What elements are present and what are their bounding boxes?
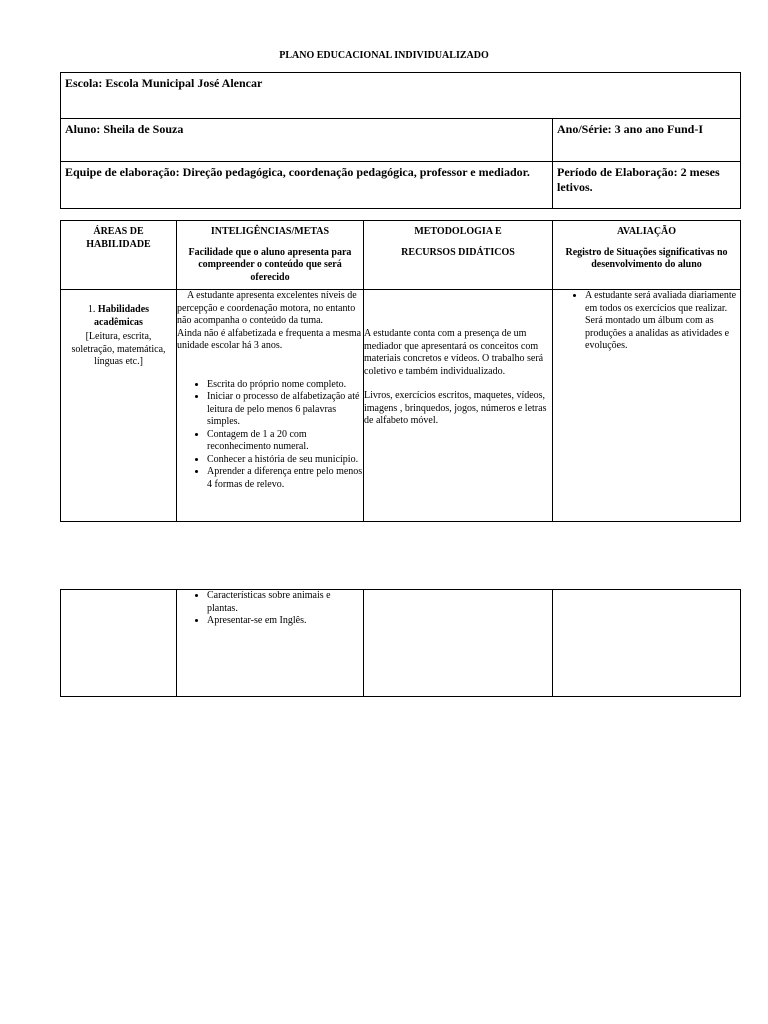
col-header-aval	[553, 221, 741, 290]
list-item: • Iniciar o processo de alfabetização até leitura de pelo menos 6 palavras simples.	[207, 391, 363, 429]
document-title: PLANO EDUCACIONAL INDIVIDUALIZADO	[279, 50, 489, 61]
area-cell	[61, 290, 177, 522]
list-item: • Escrita do próprio nome completo.	[207, 379, 363, 392]
list-item: • Aprender a diferença entre pelo menos 4 formas de relevo.	[207, 466, 363, 491]
school-cell: Escola: Escola Municipal José Alencar	[61, 73, 741, 119]
area-description: [Leitura, escrita, soletração, matemática, línguas etc.]	[71, 331, 166, 367]
goals-list-continued	[177, 590, 363, 628]
list-item: • Contagem de 1 a 20 com reconhecimento numeral.	[207, 429, 363, 454]
list-item: • Características sobre animais e plantas.	[207, 590, 363, 615]
list-item: • Conhecer a história de seu município.	[207, 454, 363, 467]
period-cell: Período de Elaboração: 2 meses letivos.	[553, 162, 741, 209]
evaluation-list	[553, 290, 740, 353]
team-cell: Equipe de elaboração: Direção pedagógica, coordenação pedagógica, professor e mediador.	[61, 162, 553, 209]
col-header-aval-sub: Registro de Situações significativas no desenvolvimento do aluno	[565, 246, 728, 270]
methodology-paragraph-1: A estudante conta com a presença de um mediador que apresentará os conceitos com materiais concretos e vídeos. O trabalho será coletivo e também individualizado.	[364, 328, 544, 377]
plan-table	[60, 220, 741, 522]
col-header-intel	[177, 221, 364, 290]
goals-cell-continued	[177, 590, 364, 697]
methodology-paragraph-2: Livros, exercícios escritos, maquetes, vídeos, imagens , brinquedos, jogos, números e letras de alfabeto móvel.	[364, 390, 547, 426]
evaluation-cell	[553, 290, 741, 522]
list-item: • Apresentar-se em Inglês.	[207, 615, 363, 628]
col-header-intel-sub: Facilidade que o aluno apresenta para compreender o conteúdo que será oferecido	[188, 246, 352, 283]
area-cell-empty	[61, 590, 177, 697]
grade-cell: Ano/Série: 3 ano ano Fund-I	[553, 119, 741, 162]
goals-cell	[177, 290, 364, 522]
intel-paragraph-1: A estudante apresenta excelentes níveis de percepção e coordenação motora, no entanto não acompanha o conteúdo da tuma.	[177, 290, 357, 326]
intel-paragraph-2: Ainda não é alfabetizada e frequenta a mesma unidade escolar há 3 anos.	[177, 327, 362, 351]
evaluation-cell-empty	[553, 590, 741, 697]
methodology-cell-empty	[364, 590, 553, 697]
col-header-metod	[364, 221, 553, 290]
area-title: 1. Habilidades acadêmicas	[87, 304, 150, 328]
col-header-metod-title: METODOLOGIA E	[414, 226, 502, 237]
col-header-areas	[61, 221, 177, 290]
plan-table-continued	[60, 589, 741, 697]
col-header-aval-title: AVALIAÇÃO	[616, 226, 677, 237]
methodology-cell	[364, 290, 553, 522]
student-cell: Aluno: Sheila de Souza	[61, 119, 553, 162]
goals-list	[177, 379, 363, 492]
col-header-areas-label: ÁREAS DE HABILIDADE	[86, 226, 151, 250]
list-item: • A estudante será avaliada diariamente em todos os exercícios que realizar. Será montado um álbum com as produções a analidas as atividades e evoluções.	[585, 290, 740, 353]
col-header-metod-sub: RECURSOS DIDÁTICOS	[401, 246, 515, 258]
col-header-intel-title: INTELIGÊNCIAS/METAS	[210, 226, 330, 237]
header-table	[60, 72, 741, 209]
